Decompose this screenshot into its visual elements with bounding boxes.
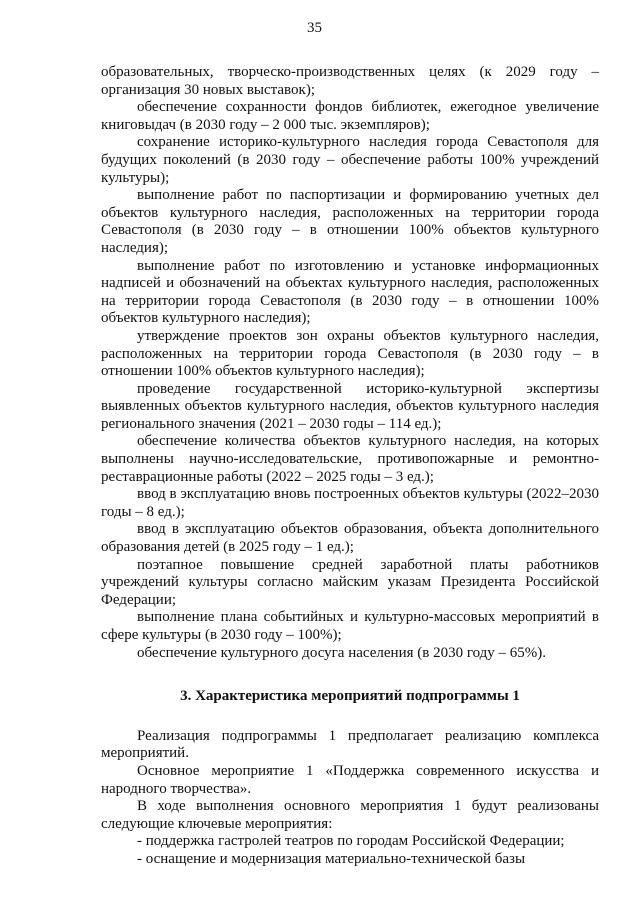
section-heading: 3. Характеристика мероприятий подпрограммы 1 bbox=[180, 688, 520, 705]
list-item: - поддержка гастролей театров по городам Российской Федерации; bbox=[137, 833, 565, 850]
paragraph: проведение государственной историко-культурной экспертизы выявленных объектов культурного наследия, объектов культурного наследия регионального значения (2021 – 2030 годы – 114 ед.); bbox=[101, 380, 599, 432]
paragraph: образовательных, творческо-производственных целях (к 2029 году – организация 30 новых выставок); bbox=[101, 64, 599, 98]
paragraph: поэтапное повышение средней заработной платы работников учреждений культуры согласно майским указам Президента Российской Федерации; bbox=[101, 556, 599, 608]
paragraph: В ходе выполнения основного мероприятия 1 будут реализованы следующие ключевые мероприятия: bbox=[101, 798, 599, 832]
paragraph: утверждение проектов зон охраны объектов культурного наследия, расположенных на территории города Севастополя (в 2030 году – в отношении 100% объектов культурного наследия); bbox=[101, 327, 599, 380]
list-item: - оснащение и модернизация материально-технической базы bbox=[137, 850, 526, 867]
paragraph: Основное мероприятие 1 «Поддержка современного искусства и народного творчества». bbox=[101, 762, 599, 797]
paragraph: сохранение историко-культурного наследия города Севастополя для будущих поколений (в 2030 году – обеспечение работы 100% учреждений культуры); bbox=[101, 134, 599, 186]
paragraph: ввод в эксплуатацию вновь построенных объектов культуры (2022–2030 годы – 8 ед.); bbox=[101, 486, 599, 520]
paragraph: Реализация подпрограммы 1 предполагает реализацию комплекса мероприятий. bbox=[101, 727, 599, 762]
paragraph: выполнение работ по изготовлению и установке информационных надписей и обозначений на объектах культурного наследия, расположенных на территории города Севастополя (в 2030 году – в отношении 100% объектов культурного наследия); bbox=[101, 257, 599, 327]
paragraph: обеспечение количества объектов культурного наследия, на которых выполнены научно-исследовательские, противопожарные и ремонтно-реставрационные работы (2022 – 2025 годы – 3 ед.); bbox=[101, 433, 599, 485]
paragraph: выполнение плана событийных и культурно-массовых мероприятий в сфере культуры (в 2030 году – 100%); bbox=[101, 609, 599, 643]
paragraph: обеспечение сохранности фондов библиотек, ежегодное увеличение книговыдач (в 2030 году – 2 000 тыс. экземпляров); bbox=[101, 99, 599, 133]
paragraph: выполнение работ по паспортизации и формированию учетных дел объектов культурного наследия, расположенных на территории города Севастополя (в 2030 году – в отношении 100% объектов культурного наследия); bbox=[101, 187, 599, 256]
paragraph: обеспечение культурного досуга населения (в 2030 году – 65%). bbox=[137, 644, 547, 661]
document-body bbox=[101, 64, 599, 869]
page-number: 35 bbox=[307, 20, 322, 36]
paragraph: ввод в эксплуатацию объектов образования, объекта дополнительного образования детей (в 2025 году – 1 ед.); bbox=[101, 521, 599, 556]
